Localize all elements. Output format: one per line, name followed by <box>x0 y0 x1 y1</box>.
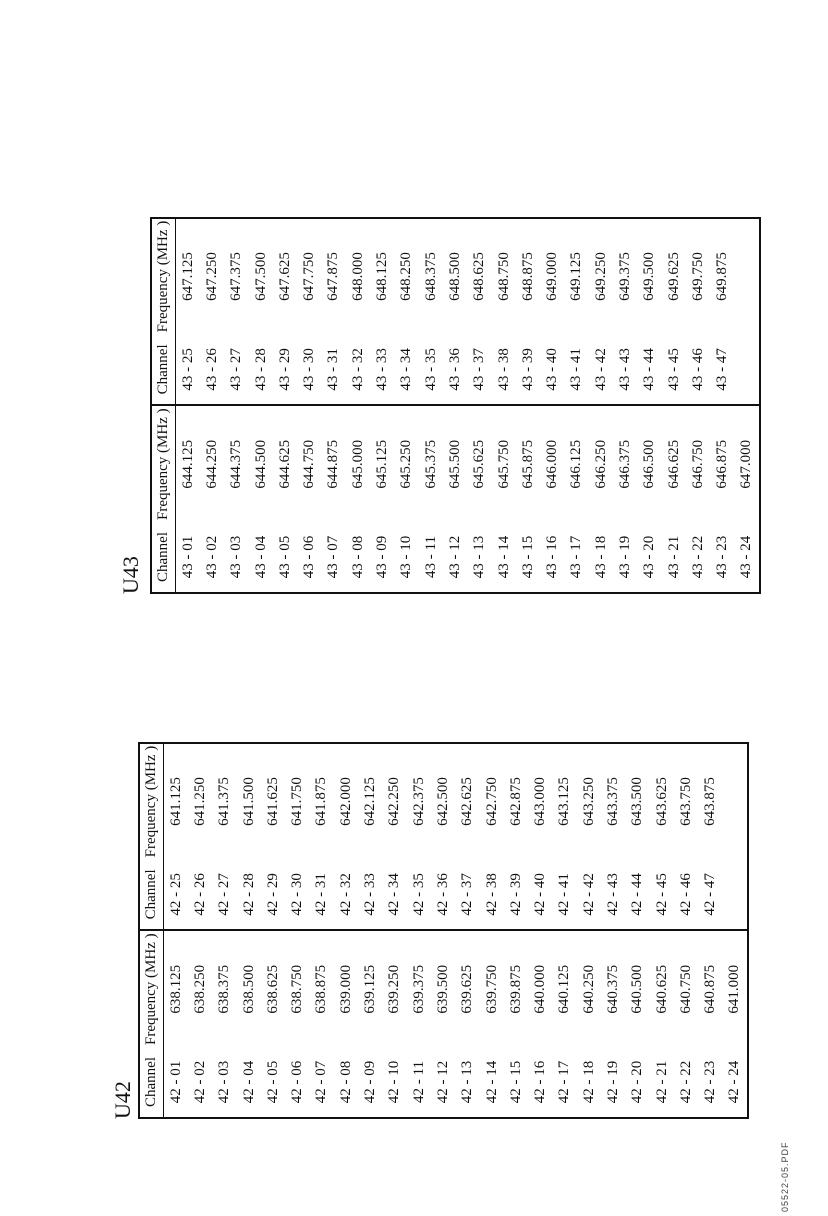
channel-cell: 43 - 33 <box>370 334 394 405</box>
table-row <box>565 218 589 593</box>
header-channel: Channel <box>151 334 176 405</box>
frequency-cell: 640.000 <box>528 930 552 1047</box>
frequency-cell: 648.750 <box>495 252 512 301</box>
frequency-cell: 640.875 <box>699 930 723 1047</box>
frequency-cell: 644.250 <box>200 405 224 522</box>
channel-cell: 42 - 07 <box>313 1060 330 1104</box>
channel-cell: 43 - 01 <box>179 535 196 579</box>
frequency-cell: 646.625 <box>662 405 686 522</box>
frequency-cell: 642.375 <box>410 777 427 826</box>
channel-cell: 43 - 12 <box>446 535 463 579</box>
frequency-cell: 639.250 <box>383 930 407 1047</box>
header-frequency: Frequency (MHz ) <box>151 405 176 522</box>
channel-cell: 42 - 39 <box>504 859 528 930</box>
table-row <box>504 743 528 1118</box>
frequency-cell: 641.875 <box>313 777 330 826</box>
channel-cell: 42 - 32 <box>334 859 358 930</box>
table-row <box>577 743 601 1118</box>
table-row <box>225 218 249 593</box>
channel-cell: 43 - 42 <box>589 334 613 405</box>
table-row <box>456 743 480 1118</box>
frequency-cell: 644.875 <box>322 405 346 522</box>
channel-cell: 42 - 33 <box>358 859 382 930</box>
table-row <box>699 743 723 1118</box>
table-row <box>395 218 419 593</box>
channel-cell: 42 - 27 <box>213 859 237 930</box>
channel-cell: 43 - 22 <box>689 535 706 579</box>
frequency-cell: 641.750 <box>289 777 306 826</box>
table-row <box>723 743 748 1118</box>
channel-cell: 42 - 30 <box>285 859 309 930</box>
frequency-cell: 645.625 <box>468 405 492 522</box>
channel-cell: 42 - 36 <box>431 859 455 930</box>
frequency-cell: 639.125 <box>358 930 382 1047</box>
frequency-cell: 644.500 <box>249 405 273 522</box>
frequency-cell: 645.875 <box>516 405 540 522</box>
channel-cell: 42 - 21 <box>653 1060 670 1104</box>
channel-cell: 42 - 12 <box>434 1060 451 1104</box>
frequency-cell: 639.000 <box>334 930 358 1047</box>
channel-cell: 43 - 36 <box>443 334 467 405</box>
table-row <box>613 218 637 593</box>
header-channel: Channel <box>151 522 176 593</box>
frequency-cell: 646.875 <box>711 405 735 522</box>
frequency-cell: 640.125 <box>553 930 577 1047</box>
table-row <box>650 743 674 1118</box>
frequency-cell: 643.375 <box>604 777 621 826</box>
frequency-cell: 642.250 <box>386 777 403 826</box>
table-row <box>297 218 321 593</box>
table-row <box>200 218 224 593</box>
frequency-cell: 640.375 <box>601 930 625 1047</box>
frequency-cell: 643.625 <box>653 777 670 826</box>
channel-cell: 42 - 05 <box>264 1060 281 1104</box>
frequency-cell: 641.000 <box>723 930 748 1047</box>
frequency-cell: 647.500 <box>252 252 269 301</box>
header-frequency: Frequency (MHz ) <box>139 743 164 860</box>
channel-cell: 42 - 46 <box>674 859 698 930</box>
channel-cell: 42 - 31 <box>310 859 334 930</box>
frequency-cell: 642.750 <box>483 777 500 826</box>
channel-cell: 42 - 02 <box>191 1060 208 1104</box>
table-title-u43: U43 <box>118 556 143 594</box>
frequency-cell: 641.125 <box>167 777 184 826</box>
frequency-cell: 647.375 <box>228 252 245 301</box>
channel-cell: 43 - 47 <box>711 334 735 405</box>
table-title-u42: U42 <box>110 1081 135 1119</box>
table-header-row <box>151 218 176 593</box>
channel-cell <box>723 859 748 930</box>
channel-cell: 42 - 28 <box>237 859 261 930</box>
frequency-cell: 645.125 <box>370 405 394 522</box>
table-row <box>662 218 686 593</box>
channel-cell: 42 - 42 <box>577 859 601 930</box>
channel-cell: 43 - 34 <box>395 334 419 405</box>
channel-cell: 43 - 25 <box>176 334 201 405</box>
channel-cell: 42 - 16 <box>532 1060 549 1104</box>
channel-cell: 43 - 41 <box>565 334 589 405</box>
channel-cell: 42 - 29 <box>261 859 285 930</box>
channel-cell: 43 - 28 <box>249 334 273 405</box>
table-row <box>601 743 625 1118</box>
channel-cell: 43 - 26 <box>200 334 224 405</box>
table-row <box>431 743 455 1118</box>
frequency-table-u42 <box>138 742 749 1119</box>
frequency-cell: 649.625 <box>665 252 682 301</box>
table-row <box>419 218 443 593</box>
table-row <box>358 743 382 1118</box>
frequency-cell: 647.625 <box>276 252 293 301</box>
table-row <box>249 218 273 593</box>
channel-cell: 43 - 13 <box>471 535 488 579</box>
table-row <box>589 218 613 593</box>
frequency-cell: 646.125 <box>565 405 589 522</box>
frequency-cell: 643.125 <box>556 777 573 826</box>
channel-cell: 43 - 24 <box>738 535 755 579</box>
frequency-cell: 647.125 <box>179 252 196 301</box>
channel-cell: 43 - 35 <box>419 334 443 405</box>
channel-cell: 43 - 19 <box>616 535 633 579</box>
frequency-cell: 645.375 <box>419 405 443 522</box>
frequency-cell: 639.375 <box>407 930 431 1047</box>
document-code: 05522-05.PDF <box>780 1141 790 1212</box>
channel-cell: 42 - 35 <box>407 859 431 930</box>
frequency-cell: 649.750 <box>689 252 706 301</box>
frequency-cell: 642.000 <box>337 777 354 826</box>
channel-cell: 42 - 26 <box>188 859 212 930</box>
channel-cell: 42 - 03 <box>216 1060 233 1104</box>
channel-cell: 43 - 30 <box>297 334 321 405</box>
channel-cell: 43 - 43 <box>613 334 637 405</box>
channel-cell: 42 - 40 <box>528 859 552 930</box>
frequency-cell: 648.000 <box>349 252 366 301</box>
channel-cell: 42 - 23 <box>702 1060 719 1104</box>
channel-cell: 43 - 11 <box>422 536 439 578</box>
header-channel: Channel <box>139 1047 164 1118</box>
table-row <box>237 743 261 1118</box>
frequency-cell: 646.750 <box>686 405 710 522</box>
channel-cell: 43 - 20 <box>641 535 658 579</box>
channel-cell: 42 - 14 <box>483 1060 500 1104</box>
frequency-cell: 640.750 <box>674 930 698 1047</box>
channel-cell: 43 - 37 <box>468 334 492 405</box>
frequency-cell: 643.500 <box>629 777 646 826</box>
table-row <box>638 218 662 593</box>
table-row <box>285 743 309 1118</box>
frequency-cell: 638.125 <box>164 930 189 1047</box>
channel-cell: 42 - 18 <box>580 1060 597 1104</box>
channel-cell: 43 - 07 <box>325 535 342 579</box>
frequency-cell: 647.000 <box>735 405 760 522</box>
frequency-cell: 648.625 <box>471 252 488 301</box>
channel-cell: 43 - 23 <box>714 535 731 579</box>
channel-cell: 42 - 08 <box>337 1060 354 1104</box>
channel-cell: 43 - 06 <box>301 535 318 579</box>
table-row <box>310 743 334 1118</box>
channel-cell: 43 - 29 <box>273 334 297 405</box>
channel-cell <box>735 334 760 405</box>
channel-cell: 43 - 31 <box>322 334 346 405</box>
channel-cell: 43 - 46 <box>686 334 710 405</box>
frequency-cell: 649.375 <box>616 252 633 301</box>
table-row <box>468 218 492 593</box>
frequency-cell: 649.250 <box>592 252 609 301</box>
frequency-cell: 649.125 <box>568 252 585 301</box>
channel-cell: 42 - 47 <box>699 859 723 930</box>
table-row <box>322 218 346 593</box>
frequency-cell <box>735 218 760 335</box>
frequency-cell: 648.875 <box>519 252 536 301</box>
table-row <box>516 218 540 593</box>
channel-cell: 43 - 40 <box>540 334 564 405</box>
channel-cell: 42 - 19 <box>604 1060 621 1104</box>
table-row <box>213 743 237 1118</box>
frequency-cell: 641.625 <box>264 777 281 826</box>
channel-cell: 42 - 45 <box>650 859 674 930</box>
table-row <box>443 218 467 593</box>
table-row <box>334 743 358 1118</box>
channel-cell: 43 - 38 <box>492 334 516 405</box>
frequency-cell: 642.125 <box>362 777 379 826</box>
channel-cell: 42 - 04 <box>240 1060 257 1104</box>
header-frequency: Frequency (MHz ) <box>139 930 164 1047</box>
channel-cell: 42 - 22 <box>677 1060 694 1104</box>
channel-cell: 43 - 17 <box>568 535 585 579</box>
frequency-cell: 642.500 <box>434 777 451 826</box>
frequency-cell: 644.375 <box>225 405 249 522</box>
table-row <box>383 743 407 1118</box>
table-row <box>370 218 394 593</box>
frequency-cell: 645.500 <box>443 405 467 522</box>
table-row <box>553 743 577 1118</box>
frequency-cell: 638.375 <box>213 930 237 1047</box>
frequency-cell: 641.375 <box>216 777 233 826</box>
channel-cell: 43 - 03 <box>228 535 245 579</box>
channel-cell: 42 - 20 <box>629 1060 646 1104</box>
channel-cell: 43 - 14 <box>495 535 512 579</box>
channel-cell: 42 - 41 <box>553 859 577 930</box>
frequency-cell: 638.625 <box>261 930 285 1047</box>
frequency-cell: 643.875 <box>702 777 719 826</box>
channel-cell: 43 - 10 <box>398 535 415 579</box>
frequency-cell: 645.250 <box>395 405 419 522</box>
frequency-cell: 644.750 <box>297 405 321 522</box>
frequency-cell: 645.000 <box>346 405 370 522</box>
channel-cell: 43 - 16 <box>544 535 561 579</box>
table-row <box>492 218 516 593</box>
channel-cell: 43 - 05 <box>276 535 293 579</box>
channel-cell: 43 - 39 <box>516 334 540 405</box>
frequency-cell: 640.625 <box>650 930 674 1047</box>
header-frequency: Frequency (MHz ) <box>151 218 176 335</box>
frequency-cell: 641.500 <box>240 777 257 826</box>
channel-cell: 42 - 01 <box>167 1060 184 1104</box>
frequency-cell: 642.625 <box>459 777 476 826</box>
frequency-cell: 645.750 <box>492 405 516 522</box>
frequency-cell: 647.875 <box>325 252 342 301</box>
channel-cell: 43 - 04 <box>252 535 269 579</box>
frequency-cell: 643.250 <box>580 777 597 826</box>
table-row <box>176 218 201 593</box>
channel-cell: 43 - 08 <box>349 535 366 579</box>
channel-cell: 42 - 06 <box>289 1060 306 1104</box>
frequency-cell: 638.750 <box>285 930 309 1047</box>
frequency-cell: 648.375 <box>422 252 439 301</box>
frequency-cell: 638.250 <box>188 930 212 1047</box>
table-row <box>261 743 285 1118</box>
frequency-cell: 642.875 <box>507 777 524 826</box>
frequency-cell: 638.875 <box>310 930 334 1047</box>
channel-cell: 43 - 27 <box>225 334 249 405</box>
channel-cell: 43 - 45 <box>662 334 686 405</box>
frequency-cell: 647.250 <box>203 252 220 301</box>
table-row <box>273 218 297 593</box>
channel-cell: 42 - 43 <box>601 859 625 930</box>
table-row <box>674 743 698 1118</box>
channel-cell: 42 - 38 <box>480 859 504 930</box>
table-row <box>164 743 189 1118</box>
channel-cell: 42 - 34 <box>383 859 407 930</box>
frequency-cell: 644.625 <box>273 405 297 522</box>
frequency-cell: 646.500 <box>638 405 662 522</box>
frequency-cell: 639.625 <box>456 930 480 1047</box>
frequency-cell: 646.000 <box>540 405 564 522</box>
table-row <box>540 218 564 593</box>
channel-cell: 43 - 21 <box>665 535 682 579</box>
table-header-row <box>139 743 164 1118</box>
frequency-cell <box>723 743 748 860</box>
channel-cell: 42 - 09 <box>362 1060 379 1104</box>
frequency-cell: 639.875 <box>504 930 528 1047</box>
channel-cell: 43 - 09 <box>374 535 391 579</box>
table-row <box>480 743 504 1118</box>
table-row <box>735 218 760 593</box>
frequency-cell: 649.000 <box>544 252 561 301</box>
table-row <box>188 743 212 1118</box>
channel-cell: 42 - 25 <box>164 859 189 930</box>
frequency-cell: 647.750 <box>301 252 318 301</box>
table-row <box>528 743 552 1118</box>
channel-cell: 42 - 15 <box>507 1060 524 1104</box>
frequency-cell: 648.125 <box>374 252 391 301</box>
frequency-cell: 640.500 <box>626 930 650 1047</box>
table-row <box>407 743 431 1118</box>
frequency-cell: 639.750 <box>480 930 504 1047</box>
channel-cell: 42 - 10 <box>386 1060 403 1104</box>
channel-cell: 43 - 32 <box>346 334 370 405</box>
channel-cell: 43 - 15 <box>519 535 536 579</box>
channel-cell: 43 - 02 <box>203 535 220 579</box>
frequency-cell: 648.500 <box>446 252 463 301</box>
channel-cell: 43 - 44 <box>638 334 662 405</box>
frequency-cell: 646.375 <box>613 405 637 522</box>
frequency-cell: 639.500 <box>431 930 455 1047</box>
channel-cell: 42 - 24 <box>726 1060 743 1104</box>
frequency-table-u43 <box>150 217 761 594</box>
table-row <box>686 218 710 593</box>
channel-cell: 42 - 13 <box>459 1060 476 1104</box>
frequency-cell: 648.250 <box>398 252 415 301</box>
frequency-cell: 649.500 <box>641 252 658 301</box>
channel-cell: 43 - 18 <box>592 535 609 579</box>
table-row <box>626 743 650 1118</box>
frequency-cell: 638.500 <box>237 930 261 1047</box>
frequency-cell: 646.250 <box>589 405 613 522</box>
table-row <box>711 218 735 593</box>
frequency-cell: 649.875 <box>714 252 731 301</box>
frequency-cell: 640.250 <box>577 930 601 1047</box>
channel-cell: 42 - 11 <box>410 1061 427 1103</box>
frequency-cell: 643.000 <box>532 777 549 826</box>
channel-cell: 42 - 44 <box>626 859 650 930</box>
channel-cell: 42 - 37 <box>456 859 480 930</box>
frequency-cell: 641.250 <box>191 777 208 826</box>
table-row <box>346 218 370 593</box>
header-channel: Channel <box>139 859 164 930</box>
channel-cell: 42 - 17 <box>556 1060 573 1104</box>
frequency-cell: 643.750 <box>677 777 694 826</box>
frequency-cell: 644.125 <box>176 405 201 522</box>
